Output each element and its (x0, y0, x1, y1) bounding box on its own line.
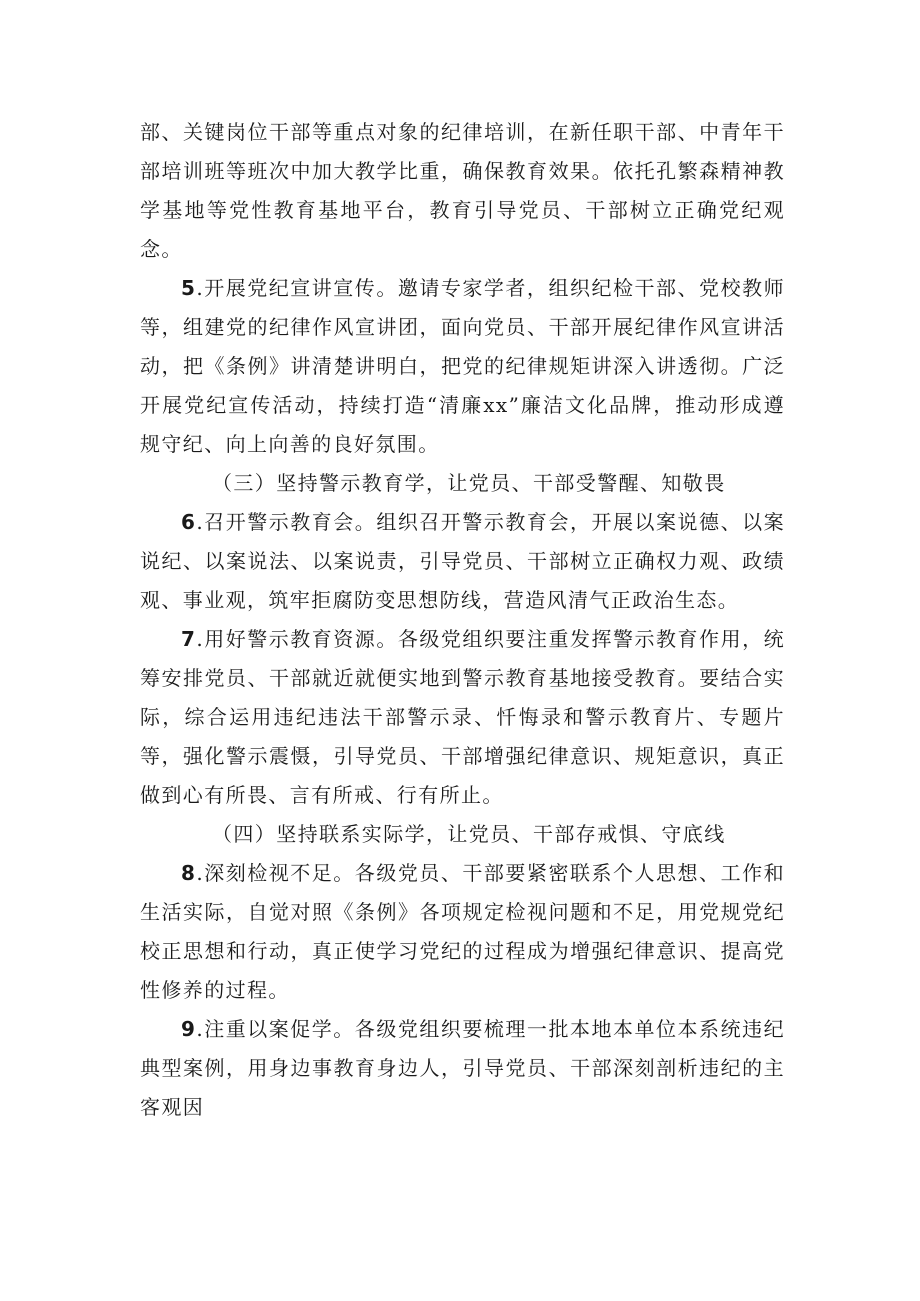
document-body (140, 113, 785, 1127)
paragraph-text: .用好警示教育资源。各级党组织要注重发挥警示教育作用，统筹安排党员、干部就近就便实地到警示教育基地接受教育。要结合实际，综合运用违纪违法干部警示录、忏悔录和警示教育片、专题片等，强化警示震慑，引导党员、干部增强纪律意识、规矩意识，真正做到心有所畏、言有所戒、行有所止。 (140, 627, 785, 807)
paragraph-item-9 (140, 1010, 785, 1127)
paragraph-text: 部、关键岗位干部等重点对象的纪律培训，在新任职干部、中青年干部培训班等班次中加大教学比重，确保教育效果。依托孔繁森精神教学基地等党性教育基地平台，教育引导党员、干部树立正确党纪观念。 (140, 120, 785, 261)
item-number: 7 (181, 627, 197, 651)
item-number: 8 (181, 861, 197, 885)
heading-text: （四）坚持联系实际学，让党员、干部存戒惧、守底线 (212, 822, 726, 846)
paragraph-text: .注重以案促学。各级党组织要梳理一批本地本单位本系统违纪典型案例，用身边事教育身边人，引导党员、干部深刻剖析违纪的主客观因 (140, 1017, 785, 1119)
item-number: 9 (181, 1017, 197, 1041)
paragraph-text: .深刻检视不足。各级党员、干部要紧密联系个人思想、工作和生活实际，自觉对照《条例》各项规定检视问题和不足，用党规党纪校正思想和行动，真正使学习党纪的过程成为增强纪律意识、提高党性修养的过程。 (140, 861, 785, 1002)
paragraph-item-7 (140, 620, 785, 815)
paragraph-continued (140, 113, 785, 269)
paragraph-text: .开展党纪宣讲宣传。邀请专家学者，组织纪检干部、党校教师等，组建党的纪律作风宣讲团，面向党员、干部开展纪律作风宣讲活动，把《条例》讲清楚讲明白，把党的纪律规矩讲深入讲透彻。广泛开展党纪宣传活动，持续打造“清廉xx”廉洁文化品牌，推动形成遵规守纪、向上向善的良好氛围。 (140, 276, 785, 456)
section-heading-4 (140, 815, 785, 854)
paragraph-item-5 (140, 269, 785, 464)
paragraph-item-8 (140, 854, 785, 1010)
paragraph-text: .召开警示教育会。组织召开警示教育会，开展以案说德、以案说纪、以案说法、以案说责，引导党员、干部树立正确权力观、政绩观、事业观，筑牢拒腐防变思想防线，营造风清气正政治生态。 (140, 510, 785, 612)
item-number: 6 (181, 510, 197, 534)
section-heading-3 (140, 464, 785, 503)
paragraph-item-6 (140, 503, 785, 620)
heading-text: （三）坚持警示教育学，让党员、干部受警醒、知敬畏 (212, 471, 726, 495)
item-number: 5 (181, 276, 197, 300)
